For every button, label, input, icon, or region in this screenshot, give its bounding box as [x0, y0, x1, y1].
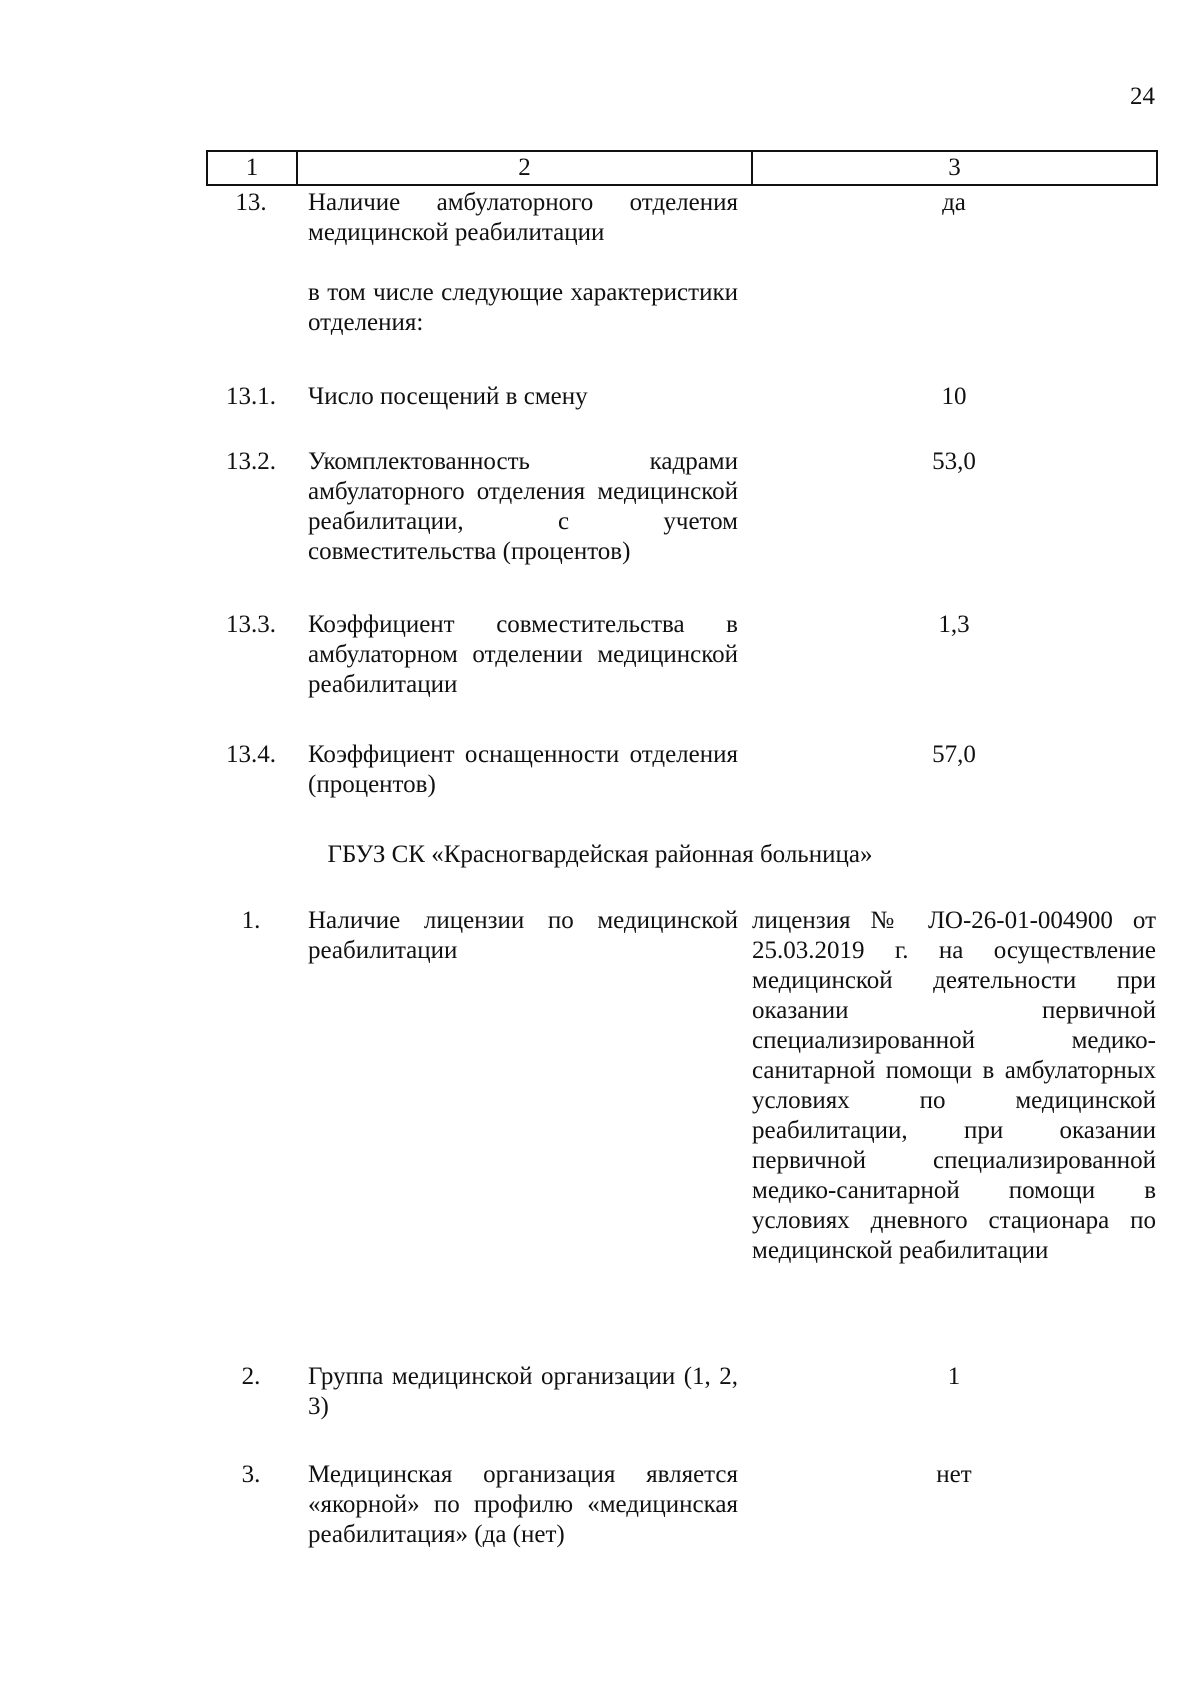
header-col-1: 1: [208, 152, 298, 184]
row-description-extra: в том числе следующие характеристики отделения:: [308, 279, 738, 336]
row-value: 1: [947, 1363, 961, 1390]
row-description-main: Наличие амбулаторного отделения медицинской реабилитации: [308, 189, 738, 246]
row-value: да: [942, 189, 966, 216]
page-number: 24: [1130, 83, 1155, 110]
row-value: нет: [936, 1461, 972, 1488]
row-number: 13.3.: [226, 611, 276, 638]
row-number: 13.1.: [226, 383, 276, 410]
row-value: 10: [941, 383, 967, 410]
header-col-2: 2: [298, 152, 753, 184]
row-description: Коэффициент оснащенности отделения (процентов): [308, 741, 738, 798]
row-value: 53,0: [932, 448, 976, 475]
row-description: Число посещений в смену: [308, 383, 588, 410]
row-number: 2.: [241, 1363, 261, 1390]
row-number: 13.2.: [226, 448, 276, 475]
row-description: Наличие лицензии по медицинской реабилитации: [308, 907, 738, 964]
row-value: 1,3: [938, 611, 970, 638]
row-value: лицензия № ЛО-26-01-004900 от 25.03.2019 г. на осуществление медицинской деятельности при оказании первичной специализированной медико-санитарной помощи в амбулаторных условиях по медицинской реабилитации, при оказании первичной специализированной медико-санитарной помощи в условиях дневного стационара по медицинской реабилитации: [752, 907, 1156, 1264]
table-header: [206, 150, 1158, 186]
row-description: Коэффициент совместительства в амбулаторном отделении медицинской реабилитации: [308, 611, 738, 698]
row-number: 13.: [235, 189, 267, 216]
row-description: [308, 188, 738, 338]
row-description: Укомплектованность кадрами амбулаторного отделения медицинской реабилитации, с учетом совместительства (процентов): [308, 448, 738, 565]
row-number: 3.: [241, 1461, 261, 1488]
row-number: 13.4.: [226, 741, 276, 768]
row-description: Группа медицинской организации (1, 2, 3): [308, 1363, 738, 1420]
section-title: ГБУЗ СК «Красногвардейская районная больница»: [327, 841, 873, 868]
row-value: 57,0: [932, 741, 976, 768]
header-col-3: 3: [948, 154, 961, 181]
row-number: 1.: [241, 907, 261, 934]
row-description: Медицинская организация является «якорной» по профилю «медицинская реабилитация» (да (нет): [308, 1461, 738, 1548]
